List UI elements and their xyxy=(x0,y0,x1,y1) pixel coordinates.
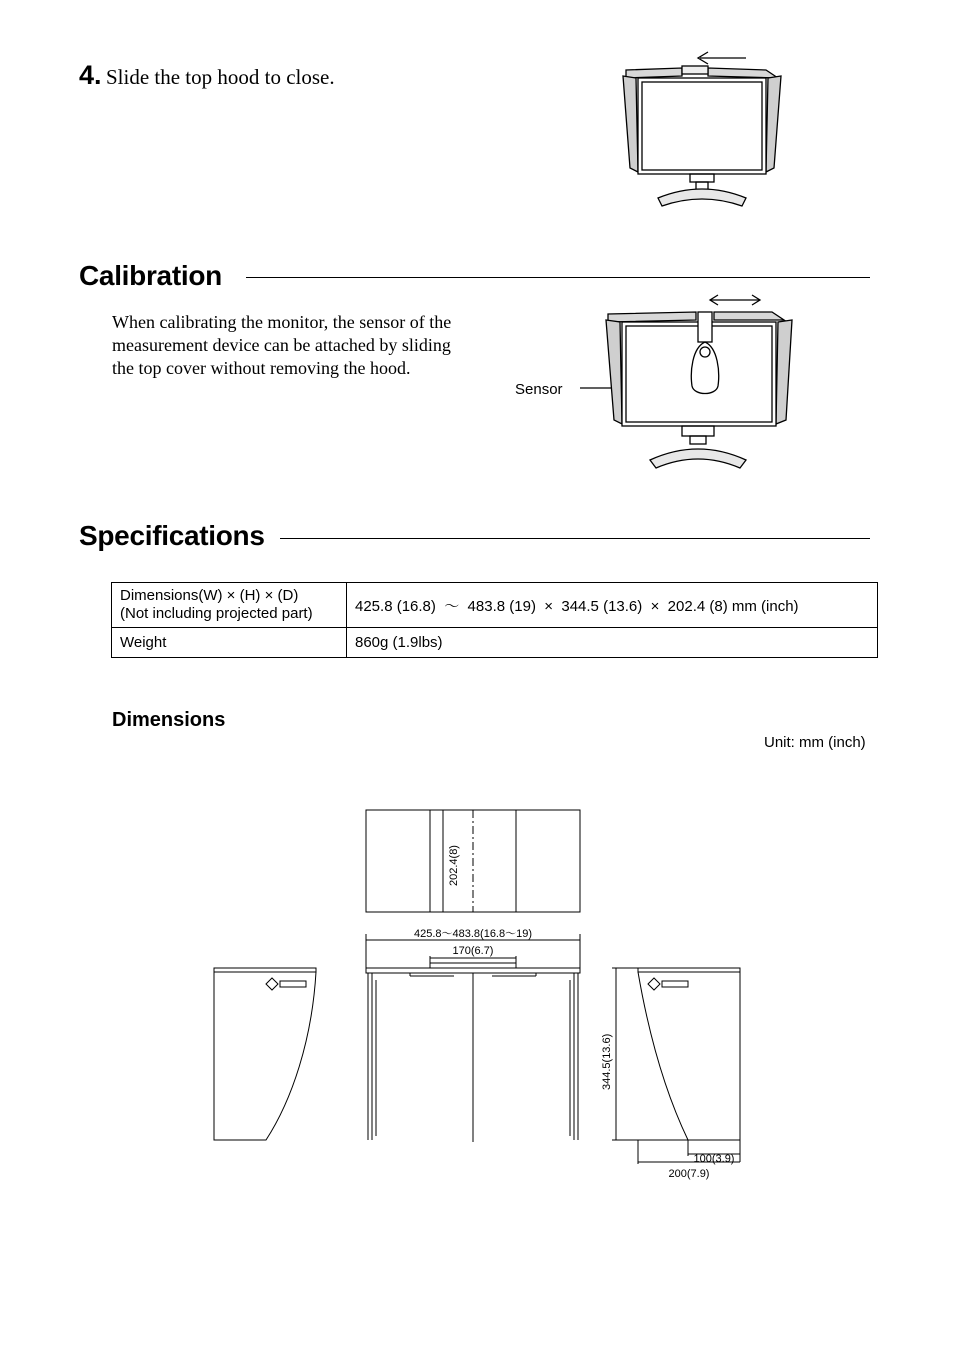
table-row xyxy=(112,628,878,658)
specifications-rule xyxy=(280,538,870,539)
specifications-heading: Specifications xyxy=(79,520,265,551)
calibration-rule xyxy=(246,277,870,278)
side-small-label: 100(3.9) xyxy=(693,1153,735,1165)
depth-label: 202.4(8) xyxy=(448,845,460,886)
dimensions-drawing xyxy=(200,800,760,1190)
paragraph-line-2: measurement device can be attached by sliding xyxy=(112,335,451,355)
step-number: 4. xyxy=(79,60,102,90)
paragraph-line-3: the top cover without removing the hood. xyxy=(112,358,411,378)
table-row xyxy=(112,583,878,628)
unit-label: Unit: mm (inch) xyxy=(764,734,866,751)
spec-label-dimensions: Dimensions(W) × (H) × (D) (Not including projected part) xyxy=(112,583,347,628)
side-large-label: 200(7.9) xyxy=(668,1168,710,1180)
spec-value-dimensions: 425.8 (16.8) ～ 483.8 (19) × 344.5 (13.6) × 202.4 (8) mm (inch) xyxy=(347,583,878,628)
sensor-label: Sensor xyxy=(515,381,563,398)
monitor-calibration-illustration xyxy=(578,290,800,470)
width-label: 425.8～483.8(16.8～19) xyxy=(413,928,533,940)
calibration-paragraph xyxy=(112,311,532,380)
calibration-heading: Calibration xyxy=(79,260,222,291)
center-width-label: 170(6.7) xyxy=(452,945,494,957)
step-4 xyxy=(79,60,335,91)
dimensions-heading: Dimensions xyxy=(112,709,226,731)
spec-label-weight: Weight xyxy=(112,628,347,658)
specifications-table xyxy=(111,582,878,658)
paragraph-line-1: When calibrating the monitor, the sensor of the xyxy=(112,312,452,332)
spec-value-weight: 860g (1.9lbs) xyxy=(347,628,878,658)
height-label: 344.5(13.6) xyxy=(601,1033,613,1090)
monitor-hood-close-illustration xyxy=(618,48,786,210)
step-text: Slide the top hood to close. xyxy=(105,65,335,89)
